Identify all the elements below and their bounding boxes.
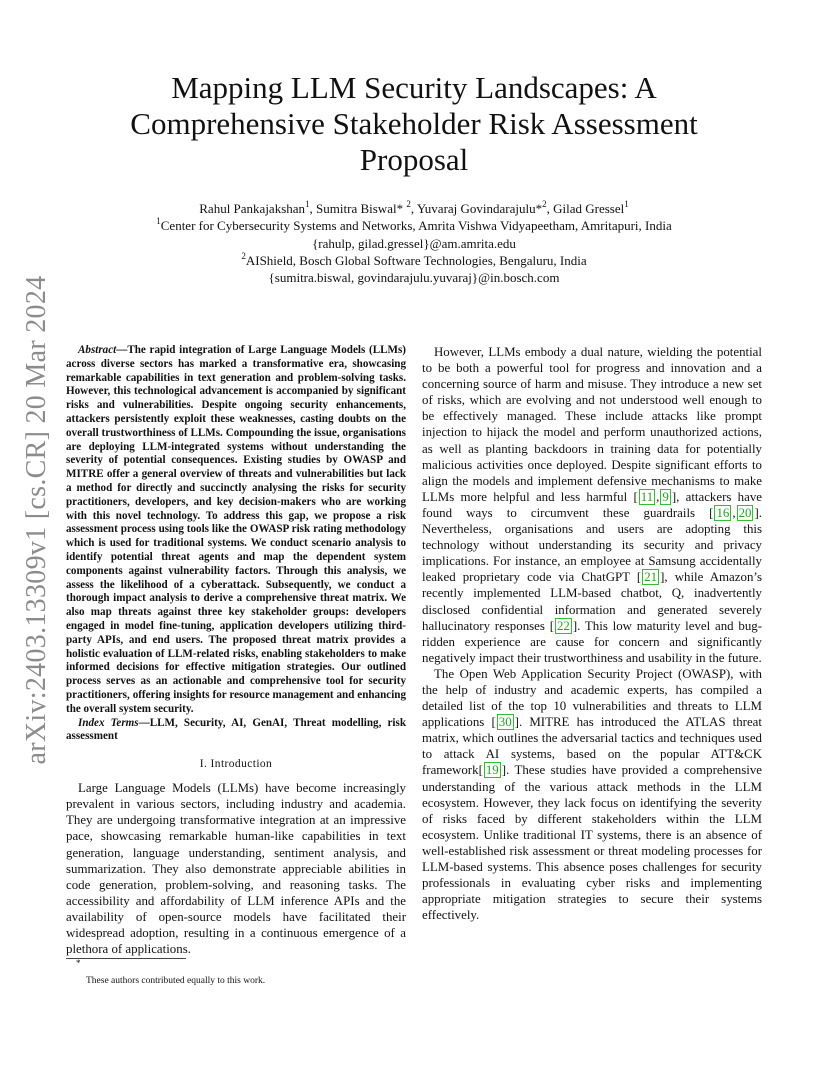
footnote-rule: [66, 958, 186, 959]
citation-link-20[interactable]: 20: [738, 505, 752, 520]
citation-link-16[interactable]: 16: [716, 505, 730, 520]
para-2-part-c: . Nevertheless, organisations and users are adopting this technology without understanding its security and privacy implications. For instance, an employee at Samsung accidentally leaked proprietary code via ChatGPT: [422, 505, 762, 585]
para-2-part-d: , while Amazon’s recently implemented LLM-based chatbot, Q, inadvertently disclosed confidential information and generated severely hallucinatory responses: [422, 570, 762, 633]
intro-paragraph-1: Large Language Models (LLMs) have become increasingly prevalent in various sectors, including industry and academia. They are undergoing transformative integration at an impressive pace, showcasing remarkable human-like capabilities in text generation, language understanding, sentiment analysis, and summarization. They also demonstrate appreciable abilities in code generation, problem-solving, and reasoning tasks. The accessibility and affordability of LLM inference APIs and the availability of open-source models have facilitated their widespread adoption, resulting in a continuous emergence of a plethora of applications.: [66, 781, 406, 957]
arxiv-identifier: arXiv:2403.13309v1 [cs.CR] 20 Mar 2024: [21, 275, 52, 765]
index-terms-text: —LLM, Security, AI, GenAI, Threat modelling, risk assessment: [66, 716, 406, 743]
author-sup-1: 1: [305, 198, 310, 209]
affiliation-1-text: Center for Cybersecurity Systems and Networks, Amrita Vishwa Vidyapeetham, Amritapuri, India: [160, 218, 672, 234]
author-sup-3: 2: [542, 198, 547, 209]
paper-title: Mapping LLM Security Landscapes: A Comprehensive Stakeholder Risk Assessment Proposal: [130, 70, 698, 177]
author-name-1: Rahul Pankajakshan: [199, 201, 306, 216]
para-2-part-b: , attackers have found ways to circumvent these guardrails: [422, 489, 762, 520]
intro-paragraph-3: The Open Web Application Security Project (OWASP), with the help of industry and academic experts, has compiled a detailed list of the top 10 vulnerabilities and threats to LLM applications [ 30 ]. MITRE has introduced the ATLAS threat matrix, which outlines the adversarial tactics and techniques used to attack AI systems, based on the popular ATT&CK framework[ 19 ]. These studies have provided a comprehensive understanding of the various attack methods in the LLM ecosystem. However, they lack focus on identifying the severity of risks faced by different stakeholders within the LLM ecosystem. Unlike traditional IT systems, there is an absence of well-established risk assessment or threat modeling processes for LLM-based systems. This absence poses challenges for security professionals in evaluating cyber risks and implementing appropriate mitigation strategies to secure their systems effectively.: [422, 666, 762, 923]
citation-link-11[interactable]: 11: [640, 489, 654, 504]
author-name-2: , Sumitra Biswal*: [309, 201, 404, 216]
author-name-4: , Gilad Gressel: [546, 201, 625, 216]
citation-link-22[interactable]: 22: [556, 618, 570, 633]
para-3-part-a: The Open Web Application Security Project (OWASP), with the help of industry and academic experts, has compiled a detailed list of the top 10 vulnerabilities and threats to LLM applications: [422, 666, 762, 730]
author-block: [60, 200, 768, 286]
section-heading-introduction: I. Introduction: [199, 758, 273, 771]
citation-link-9[interactable]: 9: [662, 489, 669, 504]
index-terms: [66, 717, 406, 745]
index-terms-label: Index Terms: [78, 716, 139, 729]
affiliation-2: [60, 252, 768, 269]
author-name-3: , Yuvaraj Govindarajulu*: [410, 201, 543, 216]
right-column: [422, 344, 762, 923]
intro-paragraph-2: However, LLMs embody a dual nature, wielding the potential to be both a powerful tool for progress and innovation and a concerning source of harm and misuse. They introduce a new set of risks, which are evolving and not understood well enough to be effectively managed. These include attacks like prompt injection to hijack the model and perform unauthorized actions, as well as planting backdoors in training data for potentially malicious activities once deployed. Despite significant efforts to align the models and implement defensive mechanisms to make LLMs more helpful and less harmful [ 11 , 9 ], attackers have found ways to circumvent these guardrails [ 16 , 20 ]. Nevertheless, organisations and users are adopting this technology without understanding its security and privacy implications. For instance, an employee at Samsung accidentally leaked proprietary code via ChatGPT [ 21 ], while Amazon’s recently implemented LLM-based chatbot, Q, inadvertently disclosed confidential information and generated severely hallucinatory responses [ 22 ]. This low maturity level and bug-ridden experience are cause for concern and significantly negatively impact their trustworthiness and usability in the future.: [422, 345, 763, 665]
affiliation-2-sup: 2: [241, 250, 246, 261]
footnote-mark: *: [76, 957, 81, 968]
citation-link-21[interactable]: 21: [644, 570, 658, 585]
author-sup-2: 2: [406, 198, 411, 209]
footnote: [66, 958, 406, 987]
affiliation-1: [60, 217, 768, 234]
para-2-part-e: . This low maturity level and bug-ridden experience are cause for concern and significantly negatively impact their trustworthiness and usability in the future.: [422, 618, 763, 665]
author-sup-4: 1: [624, 198, 629, 209]
abstract: [66, 344, 406, 717]
para-3-part-b: . MITRE has introduced the ATLAS threat matrix, which outlines the adversarial tactics and techniques used to attack AI systems, based on the popular ATT&CK framework: [422, 715, 762, 778]
para-2-part-a: However, LLMs embody a dual nature, wielding the potential to be both a powerful tool for progress and innovation and a concerning source of harm and misuse. They introduce a new set of risks, which are evolving and not understood well enough to be effectively managed. These include attacks like prompt injection to hijack the model and perform unauthorized actions, as well as planting backdoors in training data for potentially malicious activities once deployed. Despite significant efforts to align the models and implement defensive mechanisms to make LLMs more helpful and less harmful: [422, 345, 762, 504]
affiliation-1-sup: 1: [156, 215, 161, 226]
affiliation-2-text: AIShield, Bosch Global Software Technologies, Bengaluru, India: [245, 252, 587, 268]
citation-link-19[interactable]: 19: [485, 763, 499, 778]
email-1: {rahulp, gilad.gressel}@am.amrita.edu: [312, 235, 516, 251]
para-3-part-c: . These studies have provided a comprehensive understanding of the various attack methods in the LLM ecosystem. However, they lack focus on identifying the severity of risks faced by different stakeholders within the LLM ecosystem. Unlike traditional IT systems, there is an absence of well-established risk assessment or threat modeling processes for LLM-based systems. This absence poses challenges for security professionals in evaluating cyber risks and implementing appropriate mitigation strategies to secure their systems effectively.: [422, 763, 762, 923]
footnote-body: These authors contributed equally to this work.: [86, 976, 266, 986]
abstract-text: —The rapid integration of Large Language Models (LLMs) across diverse sectors has marked a transformative era, showcasing remarkable capabilities in text generation and problem-solving tasks. However, this technological advancement is accompanied by significant risks and vulnerabilities. Despite ongoing security enhancements, attackers persistently exploit these weaknesses, casting doubts on the overall trustworthiness of LLMs. Compounding the issue, organisations are deploying LLM-integrated systems without understanding the severity of potential consequences. Existing studies by OWASP and MITRE offer a general overview of threats and vulnerabilities but lack a method for directly and succinctly analysing the risks for security practitioners, developers, and key decision-makers who are working with this novel technology. To address this gap, we propose a risk assessment process using tools like the OWASP risk rating methodology which is used for traditional systems. We conduct scenario analysis to identify potential threat agents and map the dependent system components against vulnerability factors. Through this analysis, we assess the likelihood of a cyberattack. Subsequently, we conduct a thorough impact analysis to derive a comprehensive threat matrix. We also map threats against three key stakeholder groups: developers engaged in model fine-tuning, application developers utilizing third-party APIs, and end users. The proposed threat matrix provides a holistic evaluation of LLM-related risks, enabling stakeholders to make informed decisions for effective mitigation strategies. Our outlined process serves as an actionable and comprehensive tool for security practitioners, offering insights for resource management and enhancing the overall system security.: [66, 344, 406, 715]
abstract-label: Abstract: [78, 344, 117, 356]
left-column: [66, 344, 406, 957]
citation-link-30[interactable]: 30: [498, 715, 512, 730]
arxiv-sidebar-stamp: [12, 275, 62, 765]
author-list: [60, 200, 768, 217]
email-2: {sumitra.biswal, govindarajulu.yuvaraj}@in.bosch.com: [268, 270, 560, 286]
footnote-text: [66, 957, 406, 987]
